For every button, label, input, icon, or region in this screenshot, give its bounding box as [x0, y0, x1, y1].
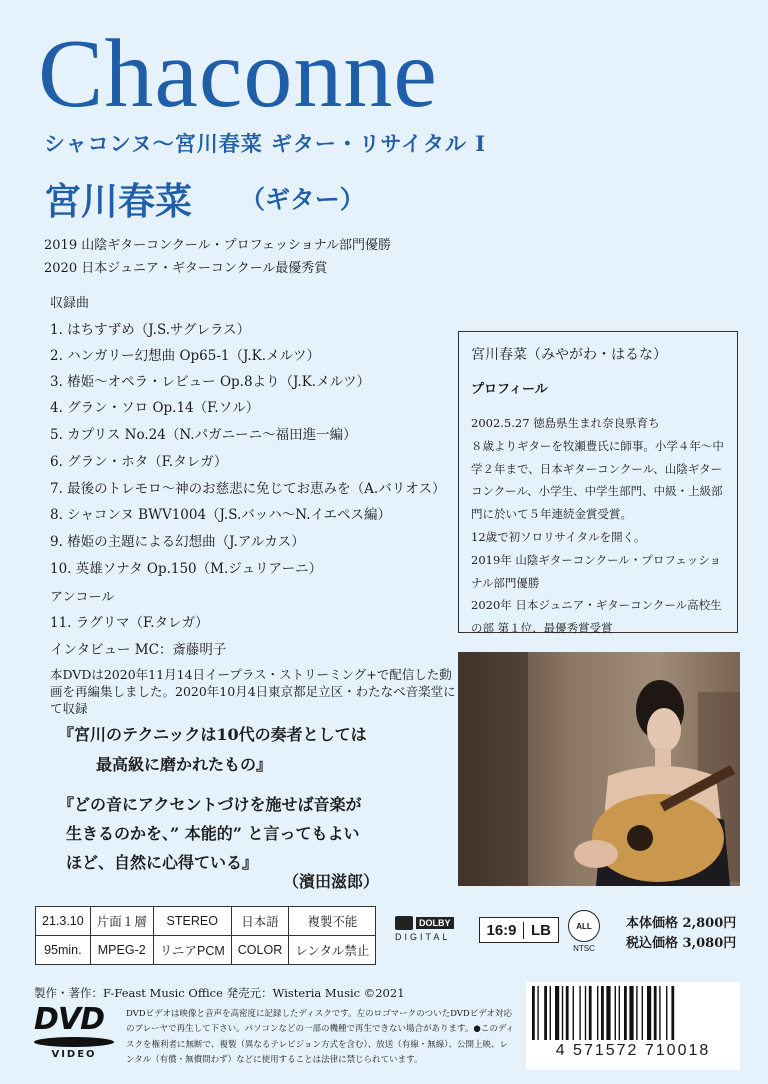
spec-cell: MPEG-2: [90, 936, 153, 965]
barcode-bar: [666, 986, 667, 1040]
barcode-number: 4 571572 710018: [555, 1042, 711, 1059]
globe-icon: [568, 910, 600, 942]
profile-heading: プロフィール: [471, 382, 548, 397]
spec-cell: COLOR: [231, 936, 288, 965]
track-item: 5. カプリス No.24（N.パガニーニ〜福田進一編）: [50, 427, 357, 443]
profile-line: の部 第１位、最優秀賞受賞: [471, 621, 613, 636]
quote-line: 『宮川のテクニックは10代の奏者としては: [58, 725, 367, 744]
price-box: [626, 914, 736, 954]
track-item: 4. グラン・ソロ Op.14（F.ソル）: [50, 400, 260, 416]
quote-attribution: （濱田滋郎）: [283, 872, 380, 891]
track-item: 10. 英雄ソナタ Op.150（M.ジュリアーニ）: [50, 561, 323, 577]
barcode-bar: [619, 986, 620, 1040]
spec-row: [36, 936, 376, 965]
profile-line: 門に於いて５年連続金賞受賞。: [471, 507, 632, 522]
barcode-bar: [550, 986, 551, 1040]
track-item: 6. グラン・ホタ（F.タレガ）: [50, 454, 228, 470]
dvd-logo-text: DVD: [34, 1002, 105, 1037]
barcode-bar: [566, 986, 569, 1040]
spec-cell: STEREO: [153, 907, 231, 936]
spec-cell: 複製不能: [289, 907, 376, 936]
encore-track: 11. ラグリマ（F.タレガ）: [50, 615, 209, 631]
barcode-bar: [573, 986, 574, 1040]
spec-cell: 日本語: [231, 907, 288, 936]
barcode-bar: [537, 986, 538, 1040]
profile-body: [471, 412, 727, 640]
barcode-bar: [606, 986, 610, 1040]
spec-table: [35, 906, 376, 965]
profile-line: コンクール、小学生、中学生部門、中級・上級部: [471, 484, 723, 499]
spec-cell: レンタル禁止: [289, 936, 376, 965]
legal-notice: DVDビデオは映像と音声を高密度に記録したディスクです。左のロゴマークのついたDVDビデオ対応のプレーヤで再生して下さい。パソコンなどの一部の機種で再生できない場合があります。●このディスクを権利者に無断で、複製（異なるテレビジョン方式を含む）、放送（有線・無線）、公開上映、レンタル（有償・無償問わず）などに使用することは法律に禁じられています。: [126, 1009, 515, 1065]
track-item: 7. 最後のトレモロ〜神のお慈悲に免じてお恵みを（A.バリオス）: [50, 481, 446, 497]
barcode-bar: [562, 986, 563, 1040]
barcode-bar: [629, 986, 633, 1040]
quote-line: 最高級に磨かれたもの』: [96, 755, 273, 774]
disc-icon: [34, 1037, 114, 1047]
profile-line: 2019年 山陰ギターコンクール・プロフェッショ: [471, 552, 722, 567]
dvd-video-logo: [34, 1002, 120, 1063]
album-subtitle: シャコンヌ〜宮川春菜 ギター・リサイタル Ⅰ: [44, 131, 487, 156]
profile-name: 宮川春菜（みやがわ・はるな）: [471, 347, 667, 363]
barcode-bar: [601, 986, 604, 1040]
tracks-heading: 収録曲: [50, 296, 90, 311]
barcode-bar: [544, 986, 547, 1040]
interview-line: インタビュー MC：斎藤明子: [50, 642, 227, 658]
barcode-bar: [659, 986, 660, 1040]
profile-line: ナル部門優勝: [471, 575, 540, 590]
quote-line: 生きるのかを、” 本能的” と言ってもよい: [66, 824, 360, 843]
profile-box: [458, 331, 738, 636]
barcode-bar: [585, 986, 586, 1040]
barcode-bar: [555, 986, 559, 1040]
track-item: 2. ハンガリー幻想曲 Op65-1（J.K.メルツ）: [50, 348, 321, 364]
artist-name: 宮川春菜: [44, 179, 192, 223]
barcode-bar: [624, 986, 627, 1040]
dolby-brand: DOLBY: [416, 917, 454, 929]
aspect-ratio: 16:9: [486, 921, 517, 939]
barcode-bars: [526, 982, 740, 1042]
region-code: ALL: [576, 921, 592, 931]
spec-row: [36, 907, 376, 936]
quote-line: 『どの音にアクセントづけを施せば音楽が: [58, 795, 362, 814]
profile-line: ８歳よりギターを牧瀬豊氏に師事。小学４年〜中: [471, 438, 724, 453]
album-title: Chaconne: [38, 20, 438, 128]
dolby-digital-logo: [395, 916, 461, 946]
region-badge: [566, 910, 602, 954]
aspect-ratio-badge: [479, 917, 559, 943]
spec-cell: 21.3.10: [36, 907, 91, 936]
dvd-logo-sub: VIDEO: [51, 1049, 97, 1060]
track-item: 9. 椿姫の主題による幻想曲（J.アルカス）: [50, 534, 305, 550]
barcode-bar: [579, 986, 580, 1040]
spec-cell: リニアPCM: [153, 936, 231, 965]
award-line: 2019 山陰ギターコンクール・プロフェッショナル部門優勝: [44, 238, 392, 253]
price-base-label: 本体価格: [626, 916, 679, 931]
price-tax-value: 3,080円: [682, 936, 737, 951]
profile-line: 学２年まで、日本ギターコンクール、山陰ギター: [471, 461, 723, 476]
region-system: NTSC: [573, 944, 595, 953]
barcode-bar: [532, 986, 535, 1040]
track-item: 3. 椿姫〜オペラ・レビュー Op.8より（J.K.メルツ）: [50, 374, 371, 390]
dolby-icon: [395, 916, 413, 930]
credits-line: 製作・著作：F-Feast Music Office 発売元：Wisteria Music ©2021: [34, 986, 405, 1000]
price-tax-label: 税込価格: [626, 936, 679, 951]
dolby-sub: DIGITAL: [395, 932, 451, 942]
aspect-mode: LB: [523, 922, 558, 939]
recording-note: 本DVDは2020年11月14日イープラス・ストリーミング+で配信した動画を再編集しました。2020年10月4日東京都足立区・わたなべ音楽堂にて収録: [50, 667, 456, 716]
barcode-bar: [671, 986, 674, 1040]
barcode-bar: [647, 986, 651, 1040]
track-item: 8. シャコンヌ BWV1004（J.S.バッハ〜N.イエペス編）: [50, 507, 391, 523]
barcode-bar: [636, 986, 637, 1040]
profile-line: 2002.5.27 徳島県生まれ奈良県育ち: [471, 416, 660, 430]
barcode-bar: [597, 986, 598, 1040]
barcode-bar: [654, 986, 657, 1040]
profile-line: 2020年 日本ジュニア・ギターコンクール高校生: [471, 598, 722, 613]
quote-line: ほど、自然に心得ている』: [66, 853, 259, 872]
award-line: 2020 日本ジュニア・ギターコンクール最優秀賞: [44, 261, 328, 276]
price-base-value: 2,800円: [682, 916, 737, 931]
barcode-bar: [589, 986, 592, 1040]
barcode-bar: [615, 986, 616, 1040]
track-item: 1. はちすずめ（J.S.サグレラス）: [50, 322, 251, 338]
barcode-bar: [642, 986, 643, 1040]
artist-photo: [458, 652, 740, 886]
spec-cell: 95min.: [36, 936, 91, 965]
artist-role: （ギター）: [240, 185, 365, 214]
profile-line: 12歳で初ソロリサイタルを開く。: [471, 529, 646, 544]
spec-cell: 片面１層: [90, 907, 153, 936]
encore-heading: アンコール: [50, 590, 115, 605]
